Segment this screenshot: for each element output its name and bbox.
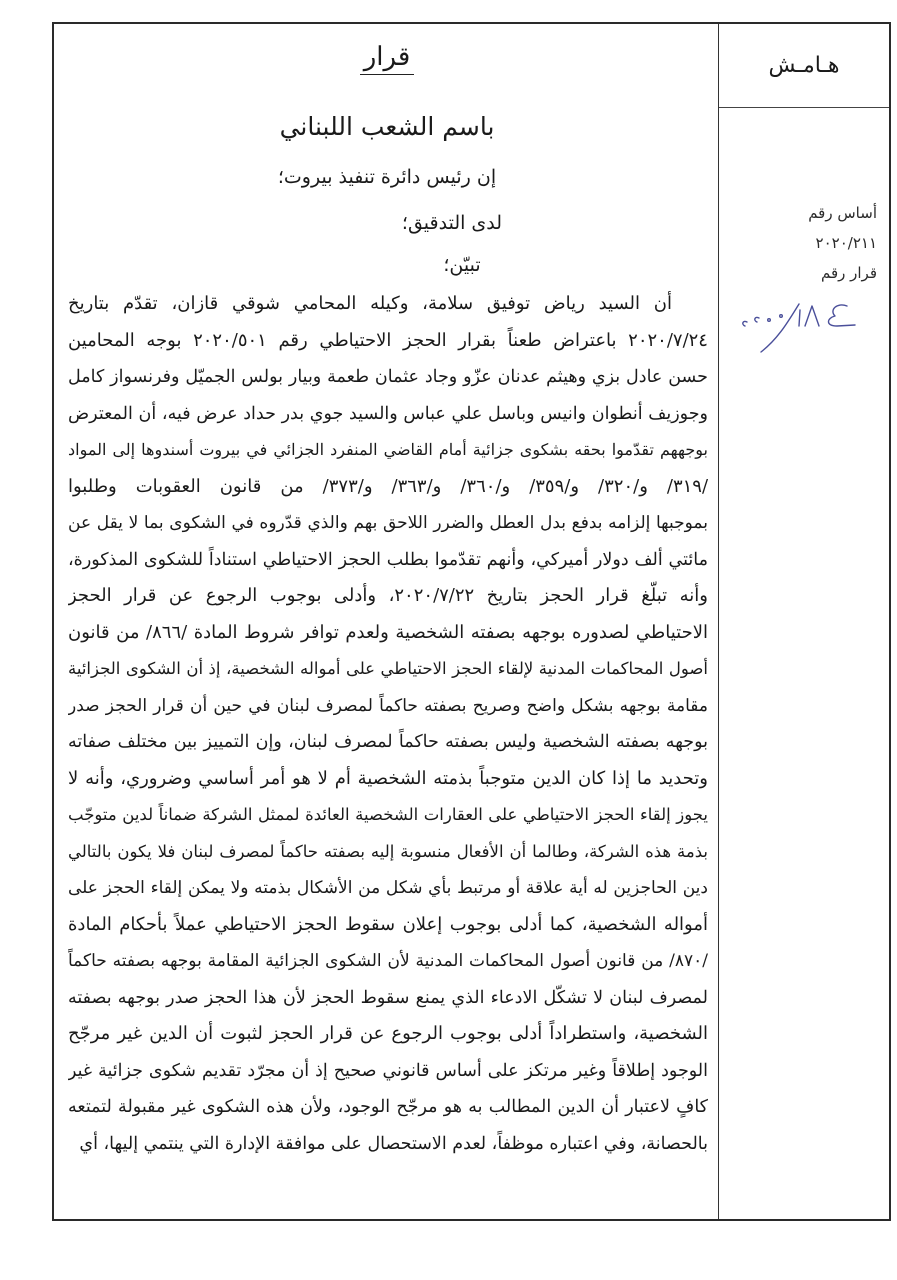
body-line: أمواله الشخصية، كما أدلى بوجوب إعلان سقوط الحجز الاحتياطي عملاً بأحكام المادة: [68, 913, 708, 935]
nation-heading: باسم الشعب اللبناني: [279, 112, 495, 141]
basis-label: أساس رقم: [808, 204, 877, 222]
body-line: بوجهه بصفته الشخصية وليس بصفته حاكماً لمصرف لبنان، وإن التمييز بين مختلف صفاته: [68, 732, 708, 752]
body-line: وأنه تبلّغ قرار الحجز بتاريخ ٢٠٢٠/٧/٢٢، وأدلى بوجوب الرجوع عن قرار الحجز: [68, 585, 708, 606]
body-line: الشخصية، واستطراداً أدلى بوجوب الرجوع عن قرار الحجز لثبوت أن الدين غير مرجّح: [68, 1023, 708, 1044]
body-line: حسن عادل بزي وهيثم عدنان عزّو وجاد عثمان طعمة وبيار بولس الجميّل وفرنسواز كامل: [68, 367, 708, 387]
margin-column: [718, 24, 889, 1219]
handwritten-number-signature-icon: [729, 292, 869, 362]
document-title-text: قرار: [360, 42, 415, 75]
found-line: تبيّن؛: [443, 254, 481, 276]
handwritten-decision-number: [719, 292, 877, 352]
president-line: إن رئيس دائرة تنفيذ بيروت؛: [277, 166, 497, 188]
body-line: بالحصانة، وفي اعتباره موظفاً، لعدم الاستحصال على موافقة الإدارة التي ينتمي إليها، أي: [79, 1133, 708, 1154]
body-line: دين الحاجزين له أية علاقة أو مرتبط بأي شكل من الأشكال بذمته ولا يمكن إلقاء الحجز على: [68, 878, 708, 898]
body-line: أصول المحاكمات المدنية لإلقاء الحجز الاحتياطي على أمواله الشخصية، إذ أن الشكوى الجزائية: [68, 659, 708, 678]
body-line: وتحديد ما إذا كان الدين متوجباً بذمته الشخصية أم لا هو أمر أساسي وضروري، وأنه لا: [68, 767, 708, 789]
decision-label: قرار رقم: [820, 264, 877, 282]
body-line: لمصرف لبنان لا تشكّل الادعاء الذي يمنع سقوط الحجز لأن هذا الحجز صدر بوجهه بصفته: [68, 987, 708, 1008]
body-line: بوجههم تقدّموا بحقه بشكوى جزائية أمام القاضي المنفرد الجزائي في بيروت أسندوها إلى المواد: [68, 440, 708, 459]
body-line: /٨٧٠/ من قانون أصول المحاكمات المدنية لأن الشكوى الجزائية المقامة بوجهه بصفته حاكماً: [68, 951, 708, 971]
margin-header: هـامـش: [719, 24, 889, 108]
body-line: مقامة بوجهه بشكل واضح وصريح بصفته حاكماً لمصرف لبنان في حين أن قرار الحجز صدر: [68, 695, 708, 716]
body-line: ٢٠٢٠/٧/٢٤ باعتراض طعناً بقرار الحجز الاحتياطي رقم ٢٠٢٠/٥٠١ بوجه المحامين: [68, 329, 708, 351]
body-line: يجوز إلقاء الحجز الاحتياطي على العقارات الشخصية العائدة لممثل الشركة ضماناً لدين متوجّب: [68, 805, 708, 824]
body-line: /٣١٩/ و/٣٢٠/ و/٣٥٩/ و/٣٦٠/ و/٣٦٣/ و/٣٧٣/ من قانون العقوبات وطلبوا: [68, 475, 708, 497]
body-line: أن السيد رياض توفيق سلامة، وكيله المحامي شوقي قازان، تقدّم بتاريخ: [68, 293, 672, 314]
main-column: [54, 24, 720, 1219]
basis-number: ٢٠٢٠/٢١١: [815, 234, 877, 252]
body-line: بذمة هذه الشركة، وطالما أن الأفعال منسوبة إليه بصفته حاكماً لمصرف لبنان فلا يكون بالتالي: [68, 841, 708, 861]
document-frame: [52, 22, 891, 1221]
body-line: مائتي ألف دولار أميركي، وأنهم تقدّموا بطلب الحجز الاحتياطي استناداً للشكوى المذكورة،: [68, 549, 708, 570]
margin-body: [719, 108, 889, 352]
body-line: وجوزيف أنطوان وانيس وباسل علي عباس والسيد جوي بدر حداد عرض فيه، أن المعترض: [68, 403, 708, 424]
review-line: لدى التدقيق؛: [401, 212, 503, 234]
decision-body: [68, 286, 708, 1162]
body-line: الوجود إطلاقاً وغير مرتكز على أساس قانوني صحيح إذ أن مجرّد تقديم شكوى جزائية غير: [68, 1060, 708, 1081]
body-line: بموجبها إلزامه بدفع بدل العطل والضرر اللاحق بهم والذي قدّروه في الشكوى بما لا يقل عن: [68, 513, 708, 533]
document-title: [54, 42, 720, 72]
body-line: الاحتياطي لصدوره بوجهه بصفته الشخصية ولعدم توافر شروط المادة /٨٦٦/ من قانون: [68, 621, 708, 643]
body-line: كافٍ لاعتبار أن الدين المطالب به هو مرجّح الوجود، ولأن هذه الشكوى غير مقبولة لتمتعه: [68, 1097, 708, 1117]
